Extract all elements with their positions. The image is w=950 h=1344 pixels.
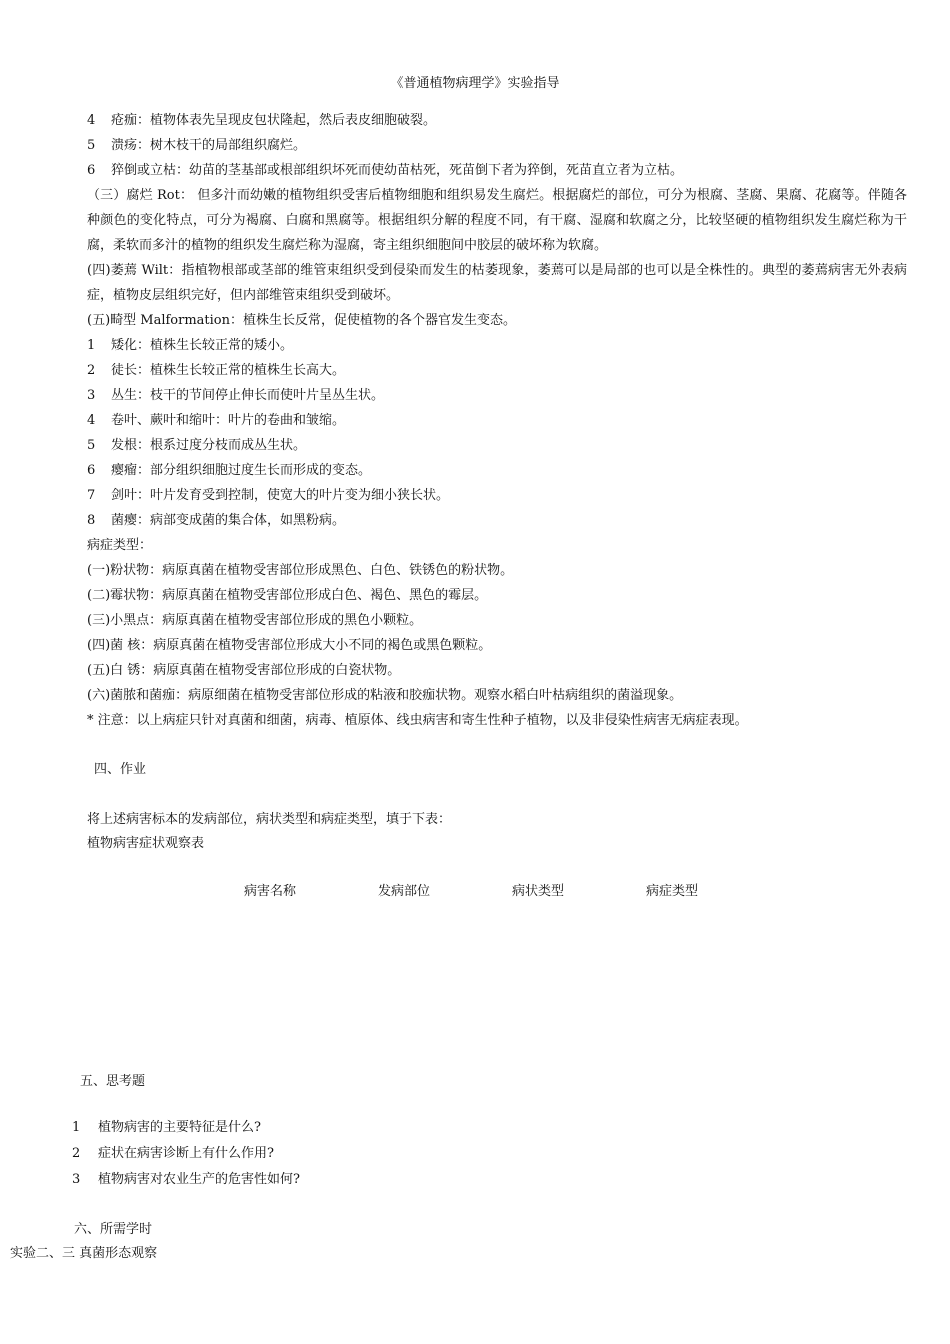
malformation-item — [87, 483, 907, 508]
item-number: 5 — [87, 138, 96, 153]
sign-item: (三)小黑点：病原真菌在植物受害部位形成的黑色小颗粒。 — [87, 613, 423, 628]
hours-heading: 六、所需学时 — [74, 1222, 153, 1237]
malformation-item — [87, 408, 907, 433]
malformation-item — [87, 458, 907, 483]
questions-list — [72, 1115, 300, 1193]
malformation-item — [87, 433, 907, 458]
symptom-item — [87, 108, 907, 133]
item-number: 6 — [87, 163, 96, 178]
item-text: 溃疡：树木枝干的局部组织腐烂。 — [111, 138, 307, 153]
sign-item: (四)菌 核：病原真菌在植物受害部位形成大小不同的褐色或黑色颗粒。 — [87, 638, 492, 653]
document-body — [87, 108, 907, 733]
item-text: 剑叶：叶片发育受到控制，使宽大的叶片变为细小狭长状。 — [111, 488, 450, 503]
page-header: 《普通植物病理学》实验指导 — [390, 76, 560, 91]
item-text: 发根：根系过度分枝而成丛生状。 — [111, 438, 307, 453]
note: * 注意：以上病症只针对真菌和细菌，病毒、植原体、线虫病害和寄生性种子植物，以及非侵染性病害无病症表现。 — [87, 713, 748, 728]
malformation-item — [87, 358, 907, 383]
symptom-item — [87, 133, 907, 158]
sign-types-title: 病症类型： — [87, 538, 153, 553]
item-text: 徒长：植株生长较正常的植株生长高大。 — [111, 363, 346, 378]
item-text: 疮痂：植物体表先呈现皮包状隆起，然后表皮细胞破裂。 — [111, 113, 437, 128]
item-number: 5 — [87, 438, 96, 453]
next-experiment-title: 实验二、三 真菌形态观察 — [10, 1246, 158, 1261]
column-header: 发病部位 — [378, 884, 431, 899]
item-text: 植物病害对农业生产的危害性如何? — [98, 1172, 300, 1187]
question-item — [72, 1167, 300, 1193]
item-number: 4 — [87, 413, 96, 428]
item-number: 3 — [87, 388, 96, 403]
table-title: 植物病害症状观察表 — [87, 836, 205, 851]
item-number: 8 — [87, 513, 96, 528]
question-item — [72, 1115, 300, 1141]
rot-paragraph-text: （三）腐烂 Rot： 但多汁而幼嫩的植物组织受害后植物细胞和组织易发生腐烂。根据腐烂的部位，可分为根腐、茎腐、果腐、花腐等。伴随各种颜色的变化特点，可分为褐腐、白腐和黑腐等。根据组织分解的程度不同，有干腐、湿腐和软腐之分，比较坚硬的植物组织发生腐烂称为干腐，柔软而多汁的植物的组织发生腐烂称为湿腐，寄主组织细胞间中胶层的破坏称为软腐。 — [87, 188, 907, 253]
rot-paragraph — [59, 183, 907, 258]
item-number: 7 — [87, 488, 96, 503]
column-header: 病状类型 — [512, 884, 565, 899]
symptom-item — [87, 158, 907, 183]
item-text: 瘿瘤：部分组织细胞过度生长而形成的变态。 — [111, 463, 372, 478]
item-number: 6 — [87, 463, 96, 478]
malformation-title: (五)畸型 Malformation：植株生长反常，促使植物的各个器官发生变态。 — [87, 313, 517, 328]
column-header: 病害名称 — [244, 884, 297, 899]
sign-item: (五)白 锈：病原真菌在植物受害部位形成的白瓷状物。 — [87, 663, 401, 678]
wilt-paragraph-text: (四)萎蔫 Wilt：指植物根部或茎部的维管束组织受到侵染而发生的枯萎现象，萎蔫可以是局部的也可以是全株性的。典型的萎蔫病害无外表病症，植物皮层组织完好，但内部维管束组织受到破坏。 — [87, 263, 907, 303]
malformation-item — [87, 383, 907, 408]
item-number: 1 — [87, 338, 96, 353]
item-number: 2 — [87, 363, 96, 378]
item-text: 症状在病害诊断上有什么作用? — [98, 1146, 274, 1161]
item-text: 丛生：枝干的节间停止伸长而使叶片呈丛生状。 — [111, 388, 385, 403]
malformation-item — [87, 508, 907, 533]
sign-item: (二)霉状物：病原真菌在植物受害部位形成白色、褐色、黑色的霉层。 — [87, 588, 488, 603]
item-text: 植物病害的主要特征是什么? — [98, 1120, 261, 1135]
item-number: 1 — [72, 1120, 81, 1135]
malformation-item — [87, 333, 907, 358]
sign-item: (一)粉状物：病原真菌在植物受害部位形成黑色、白色、铁锈色的粉状物。 — [87, 563, 514, 578]
item-text: 菌瘿：病部变成菌的集合体，如黑粉病。 — [111, 513, 346, 528]
item-number: 2 — [72, 1146, 81, 1161]
homework-instruction: 将上述病害标本的发病部位，病状类型和病症类型，填于下表： — [87, 812, 452, 827]
sign-item: (六)菌脓和菌痂：病原细菌在植物受害部位形成的粘液和胶痂状物。观察水稻白叶枯病组织的菌溢现象。 — [87, 688, 683, 703]
questions-heading: 五、思考题 — [80, 1074, 146, 1089]
column-header: 病症类型 — [646, 884, 699, 899]
item-text: 猝倒或立枯：幼苗的茎基部或根部组织坏死而使幼苗枯死，死苗倒下者为猝倒，死苗直立者为立枯。 — [111, 163, 684, 178]
item-text: 矮化：植株生长较正常的矮小。 — [111, 338, 294, 353]
homework-heading: 四、作业 — [94, 762, 147, 777]
item-number: 3 — [72, 1172, 81, 1187]
item-text: 卷叶、蕨叶和缩叶：叶片的卷曲和皱缩。 — [111, 413, 346, 428]
wilt-paragraph — [0, 258, 907, 308]
question-item — [72, 1141, 300, 1167]
item-number: 4 — [87, 113, 96, 128]
